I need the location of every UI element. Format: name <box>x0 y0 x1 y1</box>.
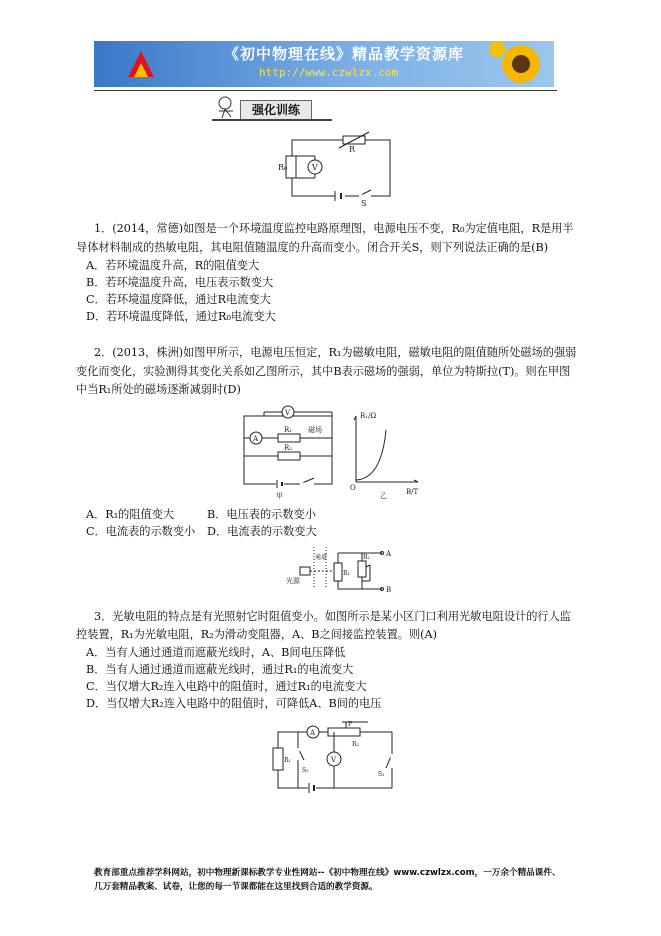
figure-1-circuit <box>275 130 405 206</box>
q2-line-2: 变化而变化，实验测得其变化关系如乙图所示，其中B表示磁场的强弱，单位为特斯拉(T)。则在甲图 <box>76 365 571 378</box>
q3-line-1: 3．光敏电阻的特点是有光照射它时阻值变小。如图所示是某小区门口利用光敏电阻设计的行人监 <box>94 610 571 623</box>
fig1-label-r: R <box>349 145 356 154</box>
q1-option-c: C．若环境温度降低，通过R电流变大 <box>86 293 271 306</box>
fig3-light-source: 光源 <box>286 577 300 585</box>
fig2-meter-a: A <box>253 435 259 443</box>
fig2-field: 磁场 <box>308 426 322 434</box>
footer-line-2: 几万套精品教案、试卷，让您的每一节课都能在这里找到合适的教学资源。 <box>94 882 378 892</box>
figure-4-circuit <box>268 718 408 796</box>
q2-option-a: A．R₁的阻值变大 <box>86 508 175 521</box>
fig3-channel: 通道 <box>315 554 328 561</box>
fig2-axis-x: B/T <box>406 488 419 496</box>
q2-option-c: C．电流表的示数变小 <box>86 525 196 538</box>
fig4-label-r2: R₂ <box>352 741 359 748</box>
banner-url[interactable]: http://www.czwlzx.com <box>259 66 399 79</box>
fig2-axis-y: R₁/Ω <box>360 412 377 420</box>
q2-line-3: 中当R₁所处的磁场逐渐减弱时(D) <box>76 383 241 396</box>
q1-option-d: D．若环境温度降低，通过R₀电流变大 <box>86 310 276 323</box>
q1-line-2: 导体材料制成的热敏电阻，其电阻值随温度的升高而变小。闭合开关S，则下列说法正确的是(B) <box>76 241 549 254</box>
fig2-origin: O <box>350 484 356 492</box>
figure-2-circuit-and-graph <box>238 402 438 502</box>
header-banner <box>94 41 554 87</box>
fig1-meter-v: V <box>312 163 318 172</box>
section-underline <box>212 119 332 121</box>
fig1-label-s: S <box>361 199 367 206</box>
banner-title: 《初中物理在线》精品教学资源库 <box>224 45 465 63</box>
fig4-label-s2: S₂ <box>302 767 309 774</box>
fig4-label-p: P <box>348 721 353 728</box>
fig4-label-r1: R₁ <box>284 757 291 764</box>
fig4-label-s1: S₁ <box>378 771 385 778</box>
fig4-meter-v: V <box>331 756 337 764</box>
fig2-yi: 乙 <box>380 492 387 500</box>
q3-line-2: 控装置，R₁为光敏电阻，R₂为滑动变阻器，A、B之间接监控装置。则(A) <box>76 628 437 641</box>
section-title: 强化训练 <box>240 100 312 120</box>
header-rule <box>94 90 557 91</box>
q2-option-d: D．电流表的示数变大 <box>207 525 317 538</box>
q1-option-a: A．若环境温度升高，R的阻值变大 <box>86 259 260 272</box>
fig2-label-r1: R₁ <box>284 426 293 434</box>
q3-option-c: C．当仅增大R₂连入电路中的阻值时，通过R₁的电流变大 <box>86 680 367 693</box>
fig4-meter-a: A <box>310 729 316 737</box>
q2-option-b: B．电压表的示数变小 <box>207 508 316 521</box>
q1-option-b: B．若环境温度升高，电压表示数变大 <box>86 276 274 289</box>
sunflower-icon <box>489 41 554 87</box>
fig1-label-r0: R₀ <box>278 163 288 172</box>
fig2-jia: 甲 <box>276 492 283 500</box>
footer-text <box>94 866 561 894</box>
fig3-label-r1: R₁ <box>343 570 350 577</box>
site-logo-icon <box>124 47 158 81</box>
fig3-label-a: A <box>386 550 392 558</box>
figure-3-circuit <box>286 545 406 597</box>
q3-option-a: A．当有人通过通道而遮蔽光线时，A、B间电压降低 <box>86 646 346 659</box>
fig2-meter-v: V <box>285 409 291 417</box>
q3-option-d: D．当仅增大R₂连入电路中的阻值时，可降低A、B间的电压 <box>86 697 382 710</box>
q1-line-1: 1．(2014，常德)如图是一个环境温度监控电路原理图，电源电压不变，R₀为定值电阻，R是用半 <box>94 222 574 235</box>
q2-line-1: 2．(2013，株洲)如图甲所示，电源电压恒定，R₁为磁敏电阻，磁敏电阻的阻值随所处磁场的强弱 <box>94 346 577 359</box>
cartoon-runner-icon <box>212 96 238 120</box>
fig3-label-b: B <box>386 586 392 594</box>
fig2-label-r2: R₂ <box>284 444 293 452</box>
footer-line-1: 教育部重点推荐学科网站，初中物理新课标教学专业性网站--《初中物理在线》www.czwlzx.com，一万余个精品课件、 <box>94 868 561 878</box>
fig3-label-r2: R₂ <box>363 554 370 561</box>
q3-option-b: B．当有人通过通道而遮蔽光线时，通过R₁的电流变大 <box>86 663 354 676</box>
